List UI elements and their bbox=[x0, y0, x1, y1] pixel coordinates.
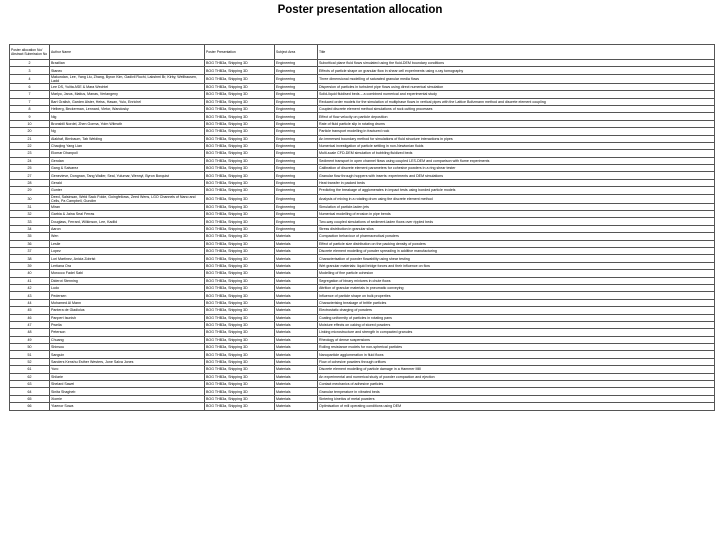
cell-author-name: Aaron bbox=[50, 225, 205, 232]
cell-poster-presentation: BOG THB3a, Shipping 3D bbox=[205, 314, 275, 321]
cell-poster-presentation: BOG THB3a, Shipping 3D bbox=[205, 74, 275, 83]
cell-subject-area: Materials bbox=[275, 388, 318, 395]
cell-author-name: Sanders Kenshu Esther Westers, Jone Salva Jones bbox=[50, 358, 205, 365]
cell-poster-presentation: BOG THB3a, Shipping 3D bbox=[205, 157, 275, 164]
cell-subject-area: Engineering bbox=[275, 203, 318, 210]
cell-subject-area: Materials bbox=[275, 299, 318, 306]
cell-author-name: Lertiana Ora bbox=[50, 262, 205, 269]
header-poster-presentation: Poster Presentation bbox=[205, 45, 275, 60]
cell-title: Compaction behaviour of pharmaceutical powders bbox=[318, 233, 715, 240]
table-row bbox=[10, 262, 715, 269]
cell-author-name: Garbia & Jaina Seal Ferras bbox=[50, 211, 205, 218]
cell-poster-presentation: BOG THB3a, Shipping 3D bbox=[205, 240, 275, 247]
cell-poster-presentation: BOG THB3a, Shipping 3D bbox=[205, 165, 275, 172]
cell-author-name: Marlyo, Jarus, Matius, Manas, Verlangeny bbox=[50, 91, 205, 98]
table-row bbox=[10, 366, 715, 373]
cell-subject-area: Materials bbox=[275, 292, 318, 299]
cell-author-name: Leslie bbox=[50, 240, 205, 247]
cell-author-name: Chaojing Yang Lian bbox=[50, 142, 205, 149]
cell-subject-area: Materials bbox=[275, 351, 318, 358]
cell-poster-presentation: BOG THB3a, Shipping 3D bbox=[205, 321, 275, 328]
cell-allocation-no: 47 bbox=[10, 321, 50, 328]
cell-title: Modelling of fine particle cohesion bbox=[318, 270, 715, 277]
cell-allocation-no: 33 bbox=[10, 218, 50, 225]
table-row bbox=[10, 233, 715, 240]
cell-subject-area: Materials bbox=[275, 395, 318, 402]
cell-allocation-no: 38 bbox=[10, 255, 50, 262]
cell-author-name: Gunter bbox=[50, 187, 205, 194]
cell-allocation-no: 29 bbox=[10, 187, 50, 194]
table-row bbox=[10, 74, 715, 83]
table-row bbox=[10, 388, 715, 395]
cell-poster-presentation: BOG THB3a, Shipping 3D bbox=[205, 395, 275, 402]
cell-title: Analysis of mixing in a rotating drum using the discrete element method bbox=[318, 194, 715, 203]
cell-title: Solid-liquid fluidised beds – a combined numerical and experimental study bbox=[318, 91, 715, 98]
cell-title: Discrete element modelling of particle damage in a Hammer Mill bbox=[318, 366, 715, 373]
cell-poster-presentation: BOG THB3a, Shipping 3D bbox=[205, 344, 275, 351]
cell-allocation-no: 65 bbox=[10, 395, 50, 402]
cell-poster-presentation: BOG THB3a, Shipping 3D bbox=[205, 135, 275, 142]
cell-poster-presentation: BOG THB3a, Shipping 3D bbox=[205, 262, 275, 269]
cell-poster-presentation: BOG THB3a, Shipping 3D bbox=[205, 98, 275, 105]
cell-title: Particle transport modelling in fractured rock bbox=[318, 128, 715, 135]
cell-poster-presentation: BOG THB3a, Shipping 3D bbox=[205, 233, 275, 240]
cell-poster-presentation: BOG THB3a, Shipping 3D bbox=[205, 388, 275, 395]
table-row bbox=[10, 321, 715, 328]
table-row bbox=[10, 381, 715, 388]
cell-title: An experimental and numerical study of powder compaction and ejection bbox=[318, 373, 715, 380]
header-title: Title bbox=[318, 45, 715, 60]
table-row bbox=[10, 395, 715, 402]
cell-subject-area: Materials bbox=[275, 240, 318, 247]
cell-allocation-no: 10 bbox=[10, 120, 50, 127]
cell-subject-area: Engineering bbox=[275, 98, 318, 105]
cell-subject-area: Engineering bbox=[275, 128, 318, 135]
table-row bbox=[10, 240, 715, 247]
table-row bbox=[10, 157, 715, 164]
cell-poster-presentation: BOG THB3a, Shipping 3D bbox=[205, 179, 275, 186]
cell-author-name: Sinita Shagheb bbox=[50, 388, 205, 395]
cell-allocation-no: 66 bbox=[10, 403, 50, 410]
cell-author-name: Mohamed Al Mann bbox=[50, 299, 205, 306]
cell-subject-area: Engineering bbox=[275, 157, 318, 164]
cell-title: Three dimensional modelling of saturated granular media flows bbox=[318, 74, 715, 83]
cell-author-name: Ylaenor Sowa bbox=[50, 403, 205, 410]
cell-subject-area: Materials bbox=[275, 314, 318, 321]
cell-title: Effect of flow velocity on particle deposition bbox=[318, 113, 715, 120]
cell-poster-presentation: BOG THB3a, Shipping 3D bbox=[205, 277, 275, 284]
cell-allocation-no: 49 bbox=[10, 336, 50, 343]
cell-author-name: Nig bbox=[50, 113, 205, 120]
cell-poster-presentation: BOG THB3a, Shipping 3D bbox=[205, 366, 275, 373]
cell-poster-presentation: BOG THB3a, Shipping 3D bbox=[205, 105, 275, 112]
cell-poster-presentation: BOG THB3a, Shipping 3D bbox=[205, 225, 275, 232]
table-row bbox=[10, 165, 715, 172]
cell-title: Segregation of binary mixtures in chute flows bbox=[318, 277, 715, 284]
table-row bbox=[10, 113, 715, 120]
cell-allocation-no: 43 bbox=[10, 292, 50, 299]
cell-allocation-no: 35 bbox=[10, 233, 50, 240]
cell-author-name: Miran bbox=[50, 203, 205, 210]
cell-author-name: Pantera de Gladiolus bbox=[50, 307, 205, 314]
cell-title: Granular flow through hoppers with inserts: experiments and DEM simulations bbox=[318, 172, 715, 179]
cell-subject-area: Materials bbox=[275, 270, 318, 277]
cell-subject-area: Engineering bbox=[275, 218, 318, 225]
table-row bbox=[10, 91, 715, 98]
cell-author-name: Chuang bbox=[50, 336, 205, 343]
cell-subject-area: Engineering bbox=[275, 179, 318, 186]
cell-author-name: Bronsbill Nordel, Zhen Gorma, Yolm Wilmoth bbox=[50, 120, 205, 127]
cell-subject-area: Materials bbox=[275, 329, 318, 336]
cell-poster-presentation: BOG THB3a, Shipping 3D bbox=[205, 336, 275, 343]
cell-subject-area: Engineering bbox=[275, 150, 318, 157]
cell-poster-presentation: BOG THB3a, Shipping 3D bbox=[205, 373, 275, 380]
cell-allocation-no: 2 bbox=[10, 60, 50, 67]
cell-subject-area: Engineering bbox=[275, 74, 318, 83]
cell-title: Stress distribution in granular silos bbox=[318, 225, 715, 232]
cell-author-name: Xiomie bbox=[50, 395, 205, 402]
cell-subject-area: Materials bbox=[275, 336, 318, 343]
cell-poster-presentation: BOG THB3a, Shipping 3D bbox=[205, 113, 275, 120]
cell-author-name: Gendan bbox=[50, 157, 205, 164]
cell-poster-presentation: BOG THB3a, Shipping 3D bbox=[205, 329, 275, 336]
header-author-name: Author Name bbox=[50, 45, 205, 60]
cell-poster-presentation: BOG THB3a, Shipping 3D bbox=[205, 381, 275, 388]
table-row bbox=[10, 373, 715, 380]
allocation-table bbox=[9, 44, 715, 411]
header-subject-area: Subject Area bbox=[275, 45, 318, 60]
cell-allocation-no: 21 bbox=[10, 135, 50, 142]
cell-allocation-no: 24 bbox=[10, 157, 50, 164]
cell-title: Optimisation of mill operating conditions using DEM bbox=[318, 403, 715, 410]
cell-author-name: Douglass, Ferrard, Wilkinson, Lee, Kadlid bbox=[50, 218, 205, 225]
cell-poster-presentation: BOG THB3a, Shipping 3D bbox=[205, 284, 275, 291]
cell-title: Characterisation of powder flowability using shear testing bbox=[318, 255, 715, 262]
table-row bbox=[10, 307, 715, 314]
table-row bbox=[10, 135, 715, 142]
cell-allocation-no: 37 bbox=[10, 247, 50, 254]
cell-poster-presentation: BOG THB3a, Shipping 3D bbox=[205, 351, 275, 358]
table-row bbox=[10, 203, 715, 210]
cell-allocation-no: 7 bbox=[10, 98, 50, 105]
table-row bbox=[10, 187, 715, 194]
cell-poster-presentation: BOG THB3a, Shipping 3D bbox=[205, 142, 275, 149]
cell-subject-area: Engineering bbox=[275, 83, 318, 90]
cell-poster-presentation: BOG THB3a, Shipping 3D bbox=[205, 247, 275, 254]
cell-poster-presentation: BOG THB3a, Shipping 3D bbox=[205, 203, 275, 210]
cell-subject-area: Materials bbox=[275, 366, 318, 373]
cell-allocation-no: 45 bbox=[10, 307, 50, 314]
cell-title: Subcritical plane fluid flows simulated using the fluid-DEM boundary conditions bbox=[318, 60, 715, 67]
cell-subject-area: Materials bbox=[275, 307, 318, 314]
cell-author-name: Ludo bbox=[50, 284, 205, 291]
cell-allocation-no: 7 bbox=[10, 91, 50, 98]
cell-title: Rate of fluid particle slip in rotating drums bbox=[318, 120, 715, 127]
cell-title: Effects of particle shape on granular flow in shear cell experiments using x-ray tomography bbox=[318, 67, 715, 74]
cell-poster-presentation: BOG THB3a, Shipping 3D bbox=[205, 83, 275, 90]
cell-allocation-no: 61 bbox=[10, 366, 50, 373]
table-row bbox=[10, 128, 715, 135]
cell-author-name: Lopez bbox=[50, 247, 205, 254]
cell-poster-presentation: BOG THB3a, Shipping 3D bbox=[205, 403, 275, 410]
cell-title: Heat transfer in packed beds bbox=[318, 179, 715, 186]
cell-author-name: Deed, Salsinsan, Weld Sack Folde, Goingfellows, Zeed Wens, LGO Channels of Nano and Cells, Pa Campbell, Gundim bbox=[50, 194, 205, 203]
cell-allocation-no: 50 bbox=[10, 344, 50, 351]
cell-author-name: Genevieve, Dongnan, Tang Waller, Seal, Yulumar, Wennyl, Byron Borquist bbox=[50, 172, 205, 179]
cell-author-name: Pedersen bbox=[50, 292, 205, 299]
cell-subject-area: Engineering bbox=[275, 120, 318, 127]
page-title: Poster presentation allocation bbox=[277, 4, 443, 16]
cell-subject-area: Materials bbox=[275, 284, 318, 291]
cell-poster-presentation: BOG THB3a, Shipping 3D bbox=[205, 292, 275, 299]
cell-title: Simulation of particle-laden jets bbox=[318, 203, 715, 210]
cell-title: Moisture effects on caking of stored powders bbox=[318, 321, 715, 328]
cell-title: Coupled discrete element method simulations of rock cutting processes bbox=[318, 105, 715, 112]
cell-allocation-no: 41 bbox=[10, 277, 50, 284]
cell-allocation-no: 48 bbox=[10, 329, 50, 336]
cell-author-name: Brazilian bbox=[50, 60, 205, 67]
cell-allocation-no: 8 bbox=[10, 105, 50, 112]
cell-poster-presentation: BOG THB3a, Shipping 3D bbox=[205, 299, 275, 306]
cell-subject-area: Materials bbox=[275, 247, 318, 254]
cell-author-name: Gerald bbox=[50, 179, 205, 186]
cell-title: Sintering kinetics of metal powders bbox=[318, 395, 715, 402]
table-row bbox=[10, 211, 715, 218]
cell-author-name: Alakhaf, Birnbaum, Tab Welding bbox=[50, 135, 205, 142]
cell-allocation-no: 63 bbox=[10, 381, 50, 388]
cell-allocation-no: 20 bbox=[10, 128, 50, 135]
cell-poster-presentation: BOG THB3a, Shipping 3D bbox=[205, 120, 275, 127]
cell-allocation-no: 64 bbox=[10, 388, 50, 395]
cell-title: Reduced order models for the simulation of multiphase flows in vertical pipes with the Lattice Boltzmann method and discrete element coupling bbox=[318, 98, 715, 105]
cell-poster-presentation: BOG THB3a, Shipping 3D bbox=[205, 194, 275, 203]
cell-author-name: Diderot Stenning bbox=[50, 277, 205, 284]
cell-author-name: Makundan, Lee, Yang Liu, Zhang, Byron Kim, Gadivil Ruchi, Lakshmi Br, Kirby, Wellhausen, Ladd bbox=[50, 74, 205, 83]
cell-author-name: Panpert Isunish bbox=[50, 314, 205, 321]
cell-author-name: Elomar Dhanpoll bbox=[50, 150, 205, 157]
cell-author-name: Stanec bbox=[50, 67, 205, 74]
cell-title: Dispersion of particles in turbulent pipe flows using direct numerical simulation bbox=[318, 83, 715, 90]
cell-author-name: Lori Martinez, Anicia Zobrist bbox=[50, 255, 205, 262]
cell-allocation-no: 27 bbox=[10, 172, 50, 179]
cell-title: Sediment transport in open channel flows using coupled LES-DEM and comparison with flume experiments bbox=[318, 157, 715, 164]
cell-subject-area: Engineering bbox=[275, 113, 318, 120]
cell-poster-presentation: BOG THB3a, Shipping 3D bbox=[205, 187, 275, 194]
table-row bbox=[10, 105, 715, 112]
cell-allocation-no: 28 bbox=[10, 179, 50, 186]
table-row bbox=[10, 172, 715, 179]
cell-title: An immersed boundary method for simulations of fluid structure interactions in pipes bbox=[318, 135, 715, 142]
cell-subject-area: Materials bbox=[275, 277, 318, 284]
cell-title: Multi-scale CFD-DEM simulation of bubbling fluidized beds bbox=[318, 150, 715, 157]
cell-title: Granular temperature in vibrated beds bbox=[318, 388, 715, 395]
table-row bbox=[10, 83, 715, 90]
cell-title: Flow of cohesive powders through orifices bbox=[318, 358, 715, 365]
table-row bbox=[10, 150, 715, 157]
cell-subject-area: Engineering bbox=[275, 194, 318, 203]
cell-title: Two-way coupled simulations of sediment-laden flows over rippled beds bbox=[318, 218, 715, 225]
cell-allocation-no: 32 bbox=[10, 211, 50, 218]
cell-subject-area: Engineering bbox=[275, 211, 318, 218]
cell-allocation-no: 40 bbox=[10, 270, 50, 277]
cell-subject-area: Engineering bbox=[275, 135, 318, 142]
cell-poster-presentation: BOG THB3a, Shipping 3D bbox=[205, 128, 275, 135]
table-row bbox=[10, 284, 715, 291]
cell-title: Numerical modelling of erosion in pipe bends bbox=[318, 211, 715, 218]
cell-title: Effect of particle size distribution on the packing density of powders bbox=[318, 240, 715, 247]
cell-title: Coating uniformity of particles in rotating pans bbox=[318, 314, 715, 321]
table-row bbox=[10, 329, 715, 336]
cell-title: Calibration of discrete element parameters for cohesive powders in a ring shear tester bbox=[318, 165, 715, 172]
cell-subject-area: Materials bbox=[275, 344, 318, 351]
cell-subject-area: Materials bbox=[275, 381, 318, 388]
cell-subject-area: Engineering bbox=[275, 105, 318, 112]
table-row bbox=[10, 98, 715, 105]
cell-author-name: Gang & Salvarez bbox=[50, 165, 205, 172]
cell-author-name: Lee DS, Yulita ASE & Mara Wechtel bbox=[50, 83, 205, 90]
cell-title: Wet granular materials: liquid bridge forces and their influence on flow bbox=[318, 262, 715, 269]
cell-allocation-no: 44 bbox=[10, 299, 50, 306]
cell-poster-presentation: BOG THB3a, Shipping 3D bbox=[205, 255, 275, 262]
table-row bbox=[10, 179, 715, 186]
cell-allocation-no: 31 bbox=[10, 203, 50, 210]
cell-allocation-no: 51 bbox=[10, 351, 50, 358]
cell-subject-area: Engineering bbox=[275, 67, 318, 74]
cell-author-name: Shinsou bbox=[50, 344, 205, 351]
cell-subject-area: Materials bbox=[275, 373, 318, 380]
cell-title: Nanoparticle agglomeration in fluid flows bbox=[318, 351, 715, 358]
cell-title: Discrete element modelling of powder spreading in additive manufacturing bbox=[318, 247, 715, 254]
table-row bbox=[10, 358, 715, 365]
cell-subject-area: Materials bbox=[275, 321, 318, 328]
table-row bbox=[10, 336, 715, 343]
table-row bbox=[10, 67, 715, 74]
cell-title: Linking microstructure and strength in compacted granules bbox=[318, 329, 715, 336]
cell-title: Electrostatic charging of powders bbox=[318, 307, 715, 314]
cell-allocation-no: 36 bbox=[10, 240, 50, 247]
cell-allocation-no: 4 bbox=[10, 74, 50, 83]
cell-subject-area: Engineering bbox=[275, 165, 318, 172]
cell-allocation-no: 3 bbox=[10, 67, 50, 74]
cell-author-name: Ng bbox=[50, 128, 205, 135]
cell-allocation-no: 34 bbox=[10, 225, 50, 232]
cell-author-name: Morocco Fadel Sabl bbox=[50, 270, 205, 277]
table-row bbox=[10, 314, 715, 321]
table-row bbox=[10, 351, 715, 358]
cell-subject-area: Engineering bbox=[275, 142, 318, 149]
cell-subject-area: Engineering bbox=[275, 91, 318, 98]
cell-subject-area: Materials bbox=[275, 358, 318, 365]
cell-allocation-no: 23 bbox=[10, 150, 50, 157]
cell-allocation-no: 6 bbox=[10, 83, 50, 90]
table-row bbox=[10, 344, 715, 351]
cell-subject-area: Engineering bbox=[275, 60, 318, 67]
cell-allocation-no: 9 bbox=[10, 113, 50, 120]
cell-author-name: Helberg, Beckerman, Lennard, Vietor, Wandosky bbox=[50, 105, 205, 112]
cell-title: Contact mechanics of adhesive particles bbox=[318, 381, 715, 388]
cell-poster-presentation: BOG THB3a, Shipping 3D bbox=[205, 172, 275, 179]
cell-author-name: Bart Gralish, Garden Alster, Heiss, Hasan, Yulo, Enrichel bbox=[50, 98, 205, 105]
cell-author-name: Peterson bbox=[50, 329, 205, 336]
cell-title: Characterising breakage of brittle particles bbox=[318, 299, 715, 306]
cell-poster-presentation: BOG THB3a, Shipping 3D bbox=[205, 60, 275, 67]
table-row bbox=[10, 292, 715, 299]
table-row bbox=[10, 142, 715, 149]
table-row bbox=[10, 403, 715, 410]
cell-subject-area: Materials bbox=[275, 233, 318, 240]
table-row bbox=[10, 218, 715, 225]
cell-subject-area: Materials bbox=[275, 255, 318, 262]
table-row bbox=[10, 60, 715, 67]
table-row bbox=[10, 299, 715, 306]
cell-poster-presentation: BOG THB3a, Shipping 3D bbox=[205, 270, 275, 277]
cell-author-name: Pwelia bbox=[50, 321, 205, 328]
cell-poster-presentation: BOG THB3a, Shipping 3D bbox=[205, 67, 275, 74]
table-row bbox=[10, 120, 715, 127]
cell-poster-presentation: BOG THB3a, Shipping 3D bbox=[205, 91, 275, 98]
table-row bbox=[10, 225, 715, 232]
cell-title: Attrition of granular materials in pneumatic conveying bbox=[318, 284, 715, 291]
cell-subject-area: Materials bbox=[275, 262, 318, 269]
table-row bbox=[10, 270, 715, 277]
cell-poster-presentation: BOG THB3a, Shipping 3D bbox=[205, 358, 275, 365]
cell-author-name: Sanguin bbox=[50, 351, 205, 358]
cell-author-name: Yuro bbox=[50, 366, 205, 373]
cell-allocation-no: 46 bbox=[10, 314, 50, 321]
cell-author-name: Shelard Sawel bbox=[50, 381, 205, 388]
cell-poster-presentation: BOG THB3a, Shipping 3D bbox=[205, 211, 275, 218]
cell-title: Influence of particle shape on bulk properties bbox=[318, 292, 715, 299]
table-row bbox=[10, 277, 715, 284]
cell-author-name: Shilarie bbox=[50, 373, 205, 380]
cell-allocation-no: 30 bbox=[10, 194, 50, 203]
table-row bbox=[10, 247, 715, 254]
cell-title: Predicting the breakage of agglomerates in impact tests using bonded particle models bbox=[318, 187, 715, 194]
allocation-table-body bbox=[10, 45, 715, 411]
cell-title: Rolling resistance models for non-spherical particles bbox=[318, 344, 715, 351]
cell-poster-presentation: BOG THB3a, Shipping 3D bbox=[205, 218, 275, 225]
cell-title: Rheology of dense suspensions bbox=[318, 336, 715, 343]
table-header-row bbox=[10, 45, 715, 60]
cell-allocation-no: 25 bbox=[10, 165, 50, 172]
cell-poster-presentation: BOG THB3a, Shipping 3D bbox=[205, 307, 275, 314]
cell-subject-area: Engineering bbox=[275, 225, 318, 232]
cell-author-name: Wen bbox=[50, 233, 205, 240]
cell-subject-area: Engineering bbox=[275, 172, 318, 179]
cell-subject-area: Engineering bbox=[275, 187, 318, 194]
cell-allocation-no: 42 bbox=[10, 284, 50, 291]
cell-subject-area: Materials bbox=[275, 403, 318, 410]
table-row bbox=[10, 194, 715, 203]
cell-allocation-no: 22 bbox=[10, 142, 50, 149]
cell-allocation-no: 62 bbox=[10, 373, 50, 380]
header-allocation-no: Poster allocation No/ Abstract Submission No bbox=[10, 45, 50, 60]
cell-allocation-no: 52 bbox=[10, 358, 50, 365]
cell-title: Numerical investigation of particle settling in non-Newtonian fluids bbox=[318, 142, 715, 149]
table-row bbox=[10, 255, 715, 262]
cell-allocation-no: 39 bbox=[10, 262, 50, 269]
cell-poster-presentation: BOG THB3a, Shipping 3D bbox=[205, 150, 275, 157]
